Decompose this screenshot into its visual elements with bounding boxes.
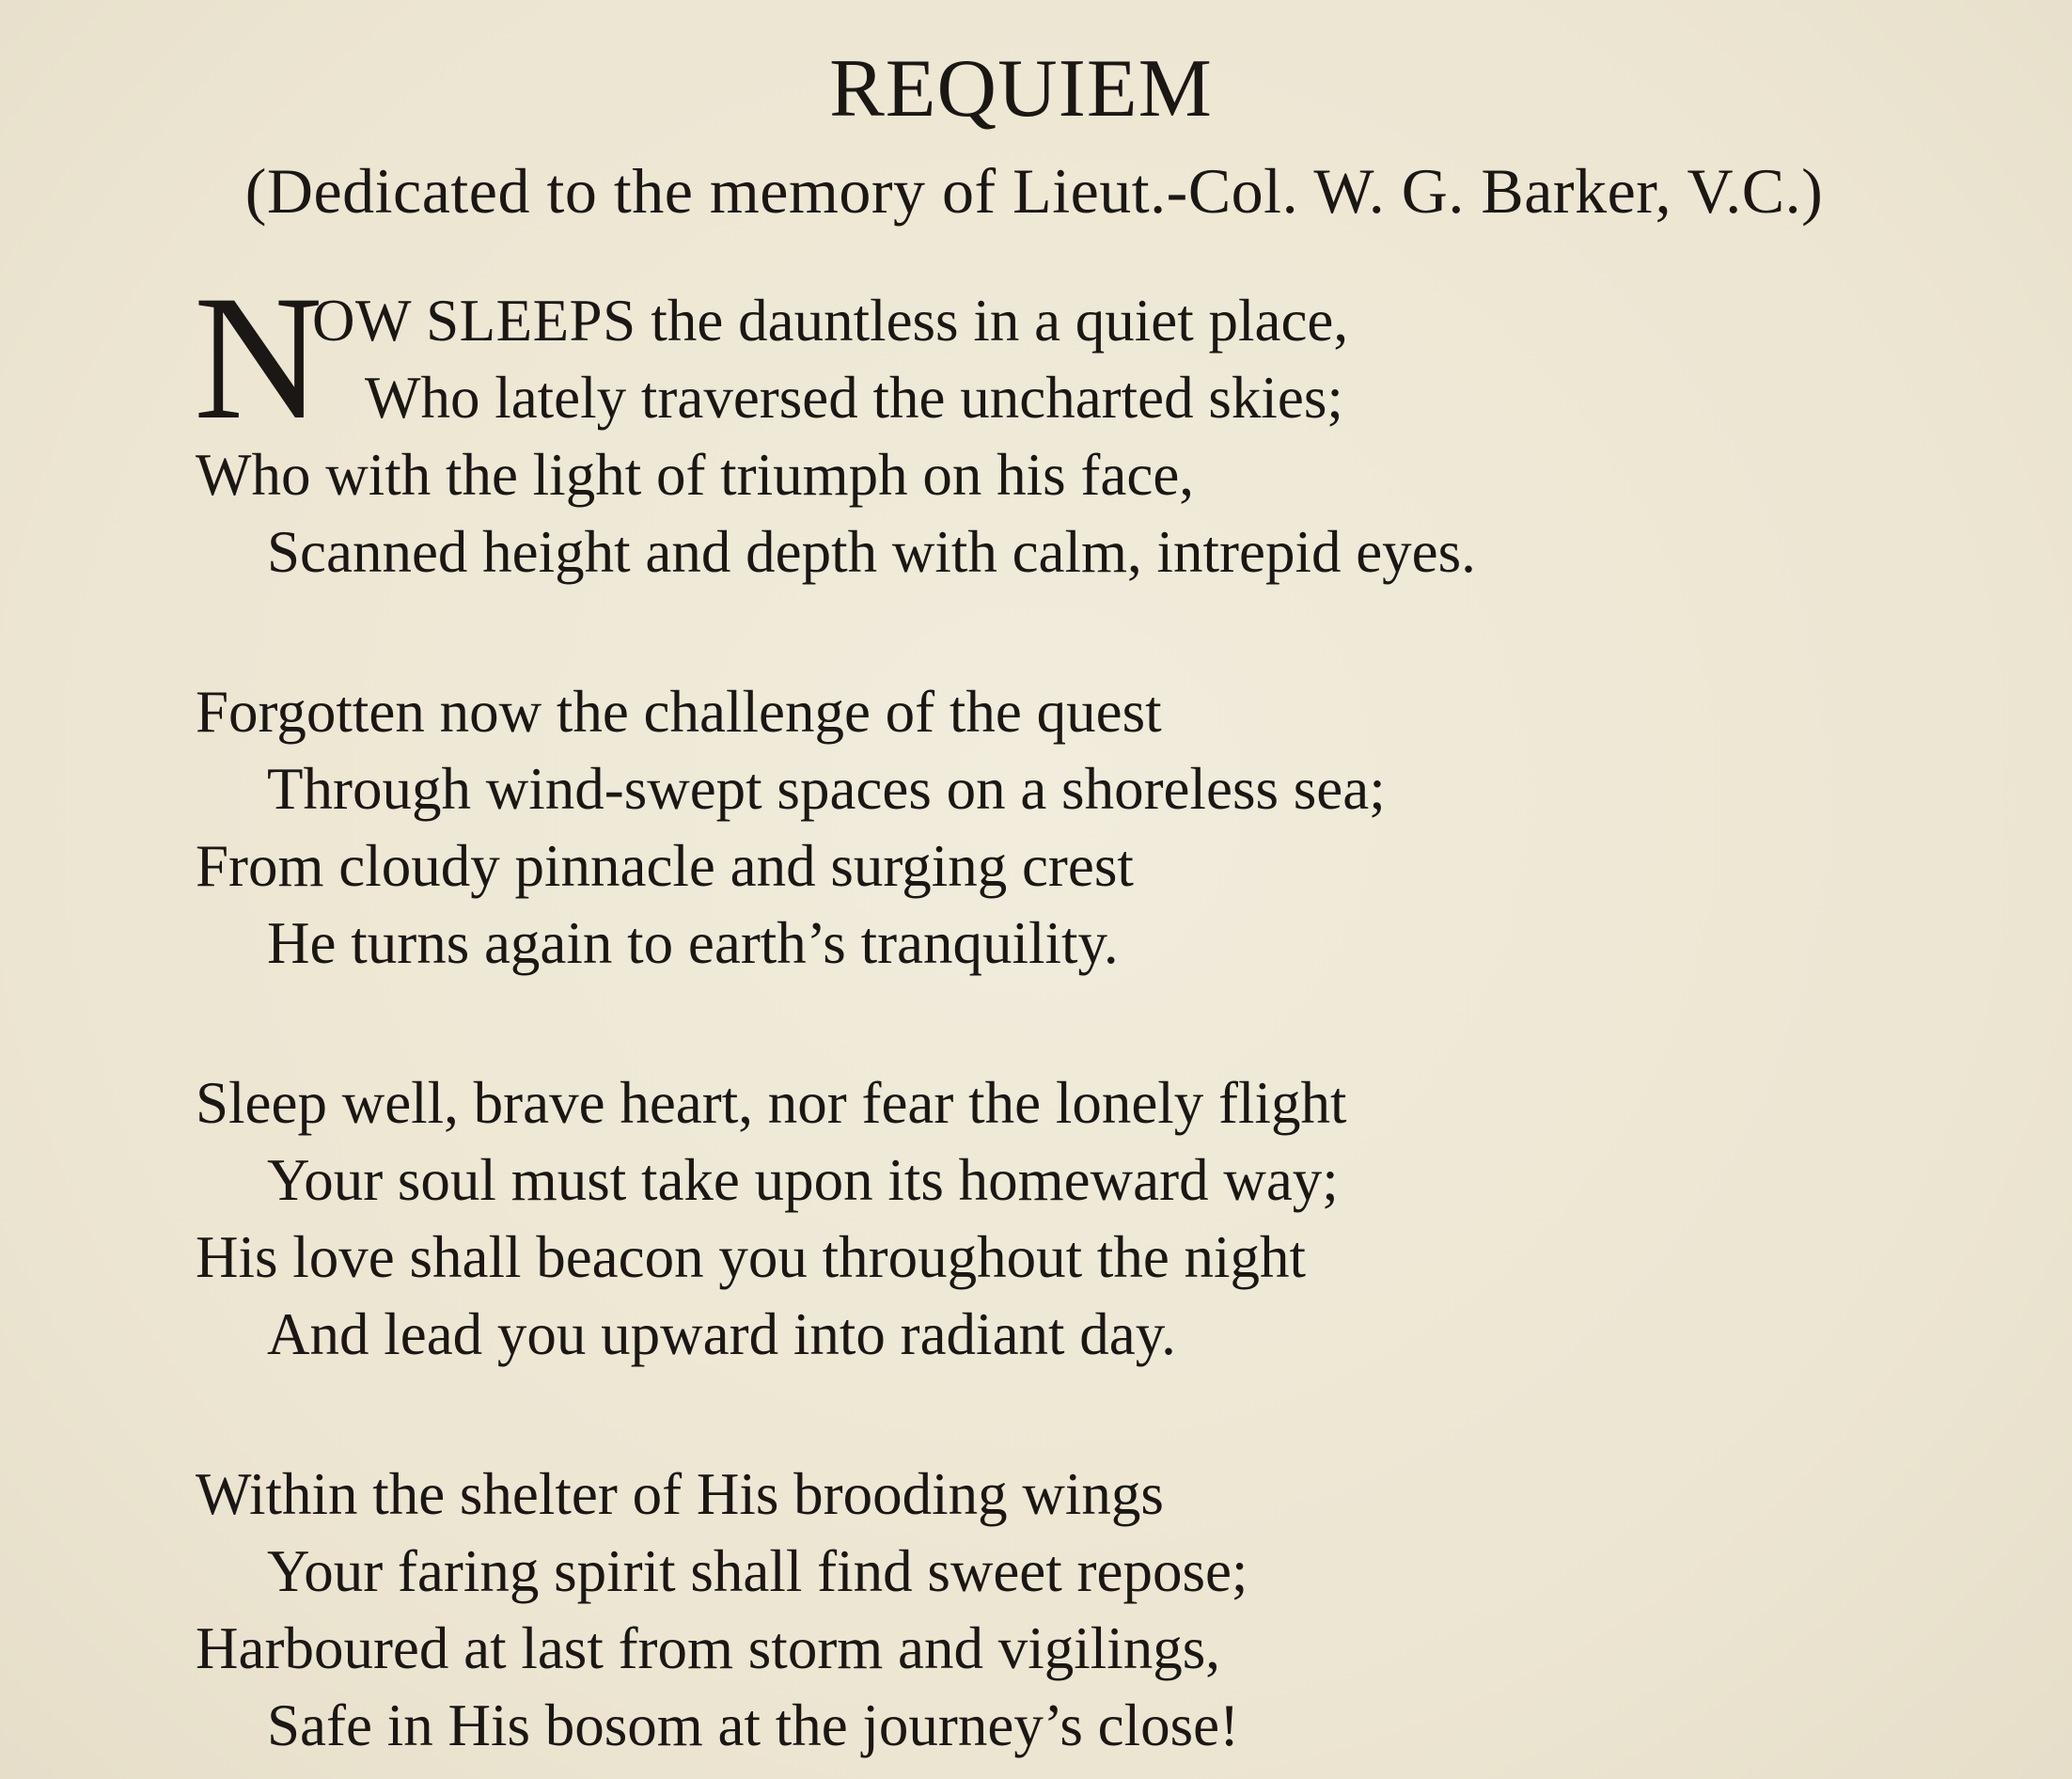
stanza-3 <box>196 1064 1982 1373</box>
poem-line: Through wind-swept spaces on a shoreless sea; <box>267 756 1386 822</box>
poem-line: His love shall beacon you throughout the night <box>196 1224 1307 1290</box>
poem-line: Who with the light of triumph on his face, <box>196 442 1195 508</box>
poem-title: REQUIEM <box>829 43 1213 134</box>
stanza-2 <box>196 673 1982 982</box>
stanza-4 <box>196 1456 1982 1764</box>
first-line-rest: the dauntless in a quiet place, <box>636 288 1349 354</box>
poem-line: Sleep well, brave heart, nor fear the lonely flight <box>196 1070 1347 1136</box>
stanza-1 <box>194 260 1982 590</box>
poem-line: He turns again to earth’s tranquility. <box>267 910 1119 976</box>
poem-line: Who lately traversed the uncharted skies; <box>365 365 1343 431</box>
poem-line: From cloudy pinnacle and surging crest <box>196 833 1134 899</box>
poem-line: Safe in His bosom at the journey’s close! <box>267 1692 1240 1758</box>
poem-line: Harboured at last from storm and vigilings, <box>196 1615 1221 1681</box>
poem-line: Your faring spirit shall find sweet repose; <box>267 1538 1248 1604</box>
poem-line: Within the shelter of His brooding wings <box>196 1461 1164 1527</box>
poem-line <box>196 282 1982 359</box>
poem-body <box>194 260 1982 1764</box>
poem-line: Scanned height and depth with calm, intrepid eyes. <box>267 519 1476 585</box>
poem-line: Forgotten now the challenge of the quest <box>196 679 1162 745</box>
poem-line: And lead you upward into radiant day. <box>267 1301 1176 1367</box>
drop-cap-letter: N <box>194 260 323 457</box>
first-line-caps: OW SLEEPS <box>312 288 636 354</box>
poem-line: Your soul must take upon its homeward way; <box>267 1147 1339 1213</box>
poem-dedication: (Dedicated to the memory of Lieut.-Col. W. G. Barker, V.C.) <box>244 155 1824 227</box>
